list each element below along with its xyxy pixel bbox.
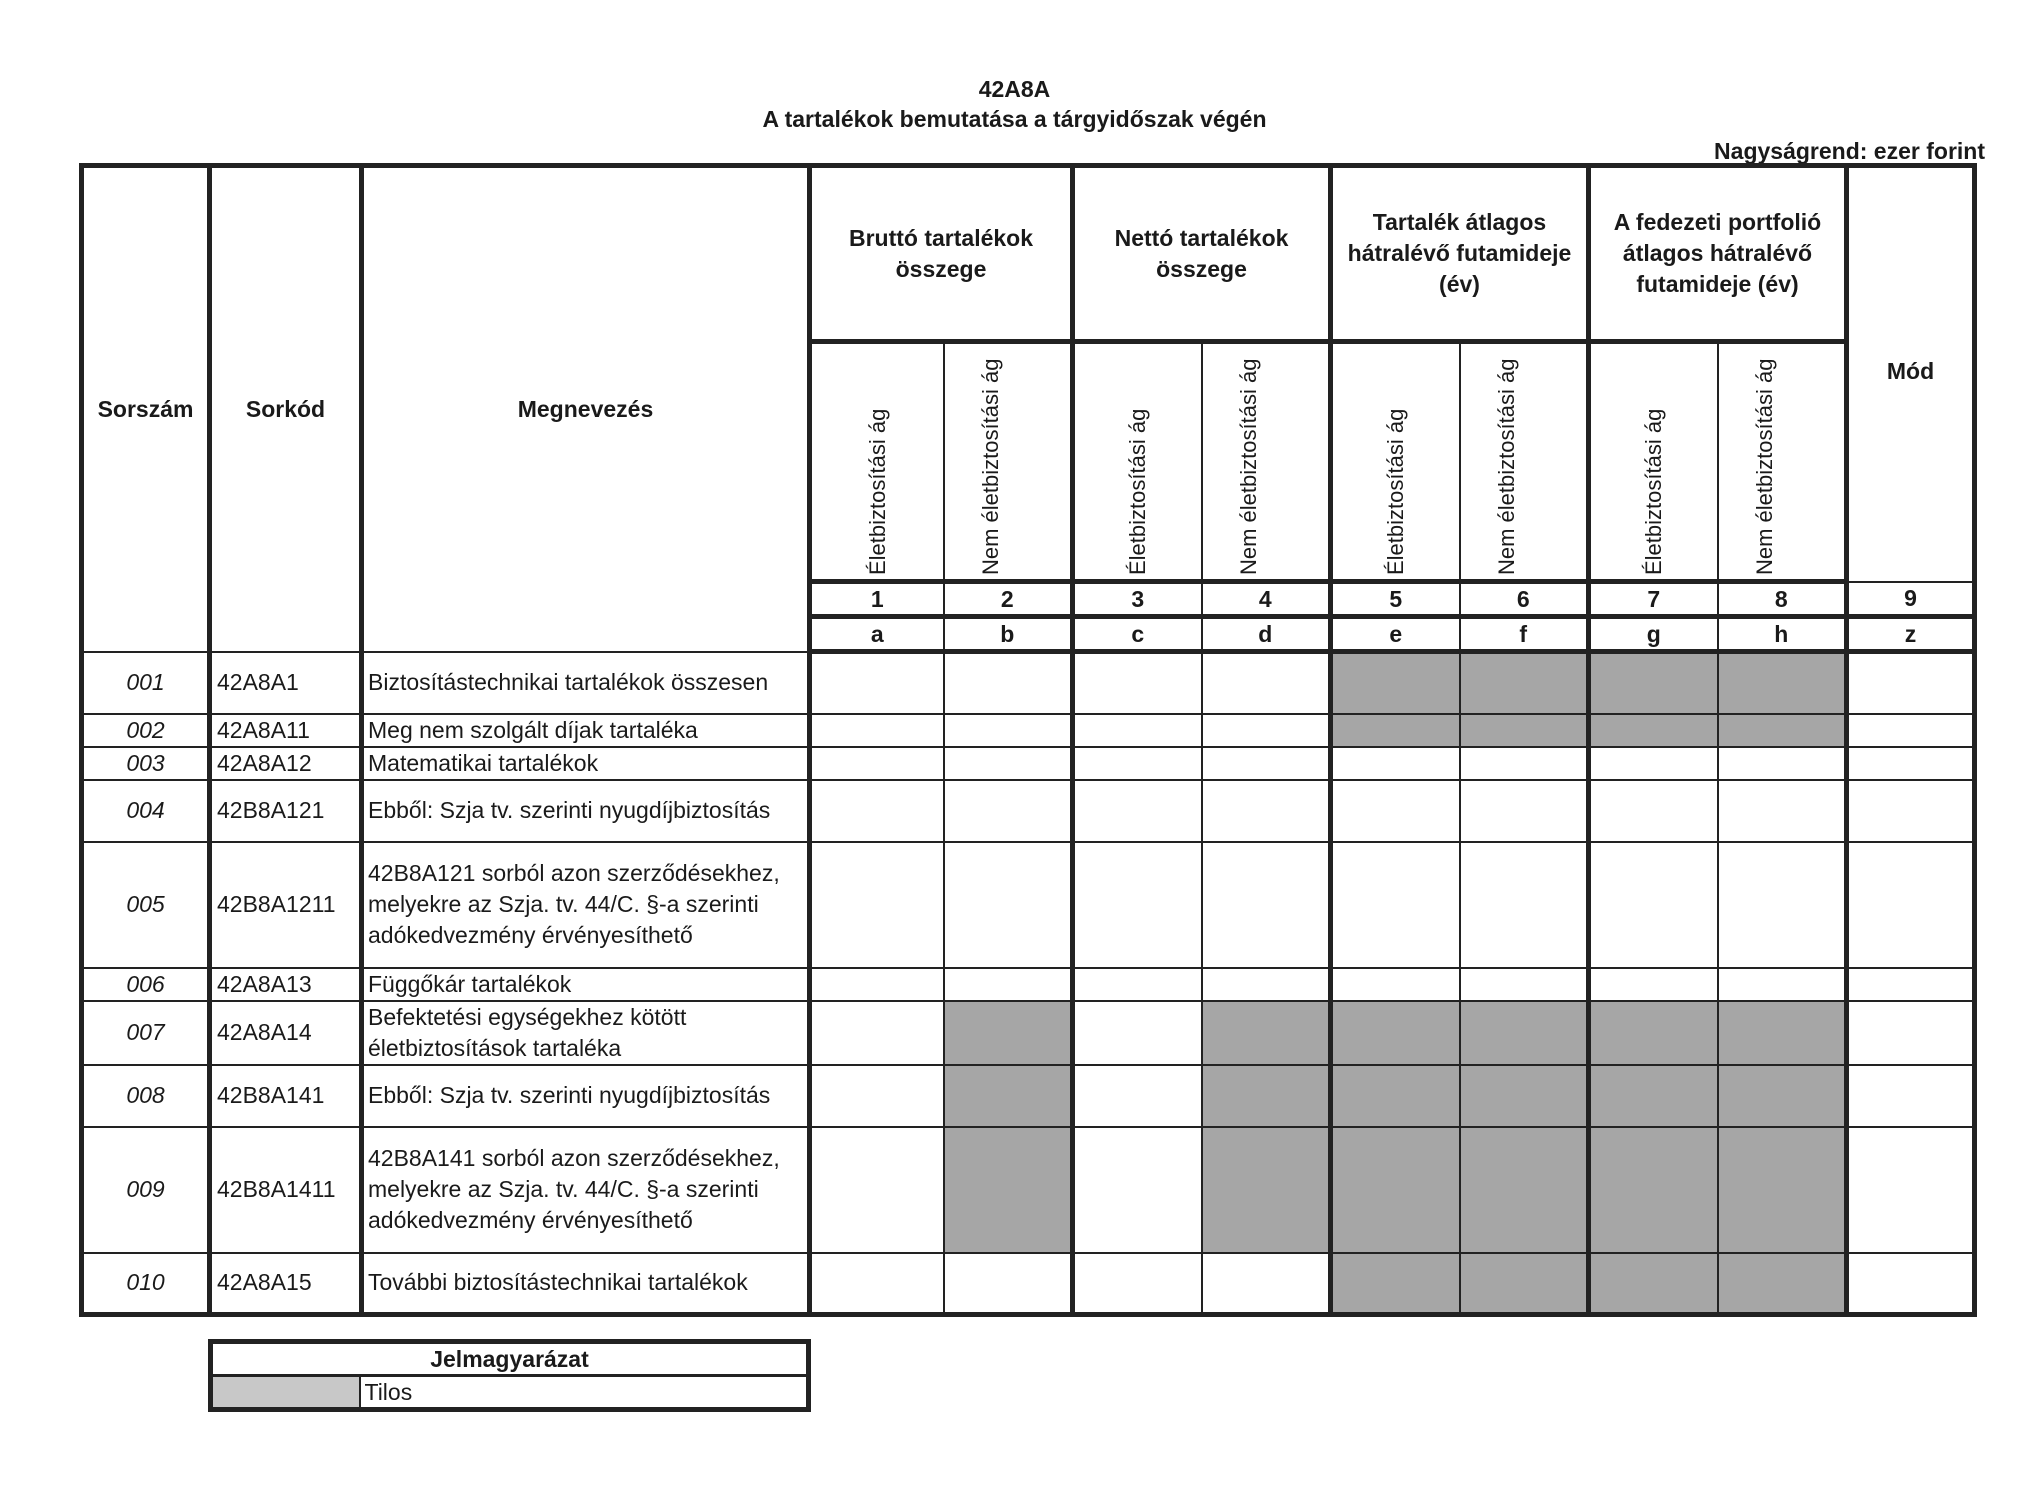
input-cell[interactable] — [1460, 842, 1589, 968]
forbidden-cell — [1331, 714, 1460, 747]
input-cell[interactable] — [1589, 968, 1718, 1001]
row-megnevezes: Matematikai tartalékok — [362, 747, 810, 780]
input-cell[interactable] — [810, 1253, 944, 1315]
input-cell[interactable] — [1073, 714, 1202, 747]
row-megnevezes: Ebből: Szja tv. szerinti nyugdíjbiztosítás — [362, 780, 810, 842]
group-header-brutto: Bruttó tartalékok összege — [810, 166, 1073, 342]
group-header-netto: Nettó tartalékok összege — [1073, 166, 1331, 342]
row-sorkod: 42B8A1211 — [210, 842, 362, 968]
input-cell[interactable] — [944, 747, 1073, 780]
forbidden-cell — [1589, 652, 1718, 714]
forbidden-cell — [1718, 1127, 1847, 1253]
table-row — [82, 780, 1975, 842]
input-cell[interactable] — [1847, 968, 1975, 1001]
input-cell[interactable] — [1331, 968, 1460, 1001]
input-cell[interactable] — [1202, 780, 1331, 842]
page-title: A tartalékok bemutatása a tárgyidőszak végén — [762, 106, 1267, 132]
subheader-life: Életbiztosítási ág — [1383, 408, 1409, 575]
input-cell[interactable] — [944, 1253, 1073, 1315]
forbidden-cell — [1460, 1001, 1589, 1065]
row-sorszam: 009 — [82, 1127, 210, 1253]
input-cell[interactable] — [1331, 780, 1460, 842]
input-cell[interactable] — [944, 968, 1073, 1001]
input-cell[interactable] — [1847, 714, 1975, 747]
row-megnevezes: Függőkár tartalékok — [362, 968, 810, 1001]
forbidden-cell — [1202, 1127, 1331, 1253]
col-header-sorszam: Sorszám — [82, 166, 210, 652]
row-megnevezes: 42B8A141 sorból azon szerződésekhez, melyekre az Szja. tv. 44/C. §-a szerinti adókedvezmény érvényesíthető — [362, 1127, 810, 1253]
row-sorszam: 007 — [82, 1001, 210, 1065]
row-sorkod: 42B8A121 — [210, 780, 362, 842]
input-cell[interactable] — [810, 714, 944, 747]
input-cell[interactable] — [1847, 652, 1975, 714]
forbidden-cell — [1460, 714, 1589, 747]
input-cell[interactable] — [1073, 1065, 1202, 1127]
input-cell[interactable] — [1202, 842, 1331, 968]
input-cell[interactable] — [1331, 747, 1460, 780]
input-cell[interactable] — [944, 780, 1073, 842]
col-letter-8: h — [1718, 617, 1847, 652]
forbidden-cell — [944, 1065, 1073, 1127]
forbidden-cell — [1589, 1253, 1718, 1315]
input-cell[interactable] — [1847, 747, 1975, 780]
input-cell[interactable] — [810, 652, 944, 714]
row-sorkod: 42A8A11 — [210, 714, 362, 747]
input-cell[interactable] — [810, 747, 944, 780]
row-sorkod: 42A8A13 — [210, 968, 362, 1001]
subheader-nonlife: Nem életbiztosítási ág — [1752, 358, 1778, 575]
table-row — [82, 968, 1975, 1001]
col-number-6: 6 — [1460, 582, 1589, 617]
col-letter-6: f — [1460, 617, 1589, 652]
col-number-8: 8 — [1718, 582, 1847, 617]
subheader-life: Életbiztosítási ág — [1125, 408, 1151, 575]
input-cell[interactable] — [1589, 842, 1718, 968]
col-letter-9: z — [1847, 617, 1975, 652]
row-sorkod: 42A8A12 — [210, 747, 362, 780]
input-cell[interactable] — [1718, 968, 1847, 1001]
row-sorkod: 42A8A1 — [210, 652, 362, 714]
col-header-megnevezes: Megnevezés — [362, 166, 810, 652]
row-sorkod: 42A8A14 — [210, 1001, 362, 1065]
input-cell[interactable] — [1202, 652, 1331, 714]
row-megnevezes: További biztosítástechnikai tartalékok — [362, 1253, 810, 1315]
forbidden-cell — [1718, 1253, 1847, 1315]
input-cell[interactable] — [1847, 1127, 1975, 1253]
row-sorkod: 42B8A1411 — [210, 1127, 362, 1253]
subheader-life: Életbiztosítási ág — [1641, 408, 1667, 575]
row-sorszam: 005 — [82, 842, 210, 968]
forbidden-cell — [1718, 1001, 1847, 1065]
input-cell[interactable] — [1202, 1253, 1331, 1315]
input-cell[interactable] — [1847, 1065, 1975, 1127]
input-cell[interactable] — [810, 842, 944, 968]
input-cell[interactable] — [1073, 1001, 1202, 1065]
col-number-2: 2 — [944, 582, 1073, 617]
input-cell[interactable] — [1718, 780, 1847, 842]
row-sorszam: 001 — [82, 652, 210, 714]
row-sorszam: 003 — [82, 747, 210, 780]
col-number-1: 1 — [810, 582, 944, 617]
mod-label: Mód — [1886, 358, 1935, 384]
row-sorkod: 42A8A15 — [210, 1253, 362, 1315]
forbidden-cell — [1589, 1127, 1718, 1253]
input-cell[interactable] — [944, 652, 1073, 714]
forbidden-cell — [1460, 1127, 1589, 1253]
input-cell[interactable] — [1331, 842, 1460, 968]
col-number-4: 4 — [1202, 582, 1331, 617]
input-cell[interactable] — [1589, 780, 1718, 842]
forbidden-cell — [1331, 652, 1460, 714]
col-letter-7: g — [1589, 617, 1718, 652]
row-megnevezes: Ebből: Szja tv. szerinti nyugdíjbiztosítás — [362, 1065, 810, 1127]
forbidden-cell — [1331, 1065, 1460, 1127]
reserves-table — [79, 163, 1977, 1317]
forbidden-cell — [1718, 1065, 1847, 1127]
form-code: 42A8A — [978, 76, 1051, 102]
unit-label: Nagyságrend: ezer forint — [1714, 138, 1985, 164]
input-cell[interactable] — [1073, 1253, 1202, 1315]
row-sorszam: 008 — [82, 1065, 210, 1127]
forbidden-cell — [1589, 714, 1718, 747]
table-row — [82, 1065, 1975, 1127]
input-cell[interactable] — [1718, 747, 1847, 780]
input-cell[interactable] — [1202, 714, 1331, 747]
input-cell[interactable] — [1073, 747, 1202, 780]
forbidden-cell — [1718, 652, 1847, 714]
input-cell[interactable] — [1718, 842, 1847, 968]
col-letter-1: a — [810, 617, 944, 652]
input-cell[interactable] — [944, 714, 1073, 747]
table-row — [82, 1001, 1975, 1065]
row-megnevezes: Meg nem szolgált díjak tartaléka — [362, 714, 810, 747]
input-cell[interactable] — [1073, 780, 1202, 842]
forbidden-cell — [944, 1127, 1073, 1253]
table-row — [82, 842, 1975, 968]
table-row — [82, 1127, 1975, 1253]
group-header-tartalek-futamido: Tartalék átlagos hátralévő futamideje (év) — [1331, 166, 1589, 342]
col-header-sorkod: Sorkód — [210, 166, 362, 652]
forbidden-cell — [1331, 1127, 1460, 1253]
forbidden-cell — [1331, 1001, 1460, 1065]
col-letter-5: e — [1331, 617, 1460, 652]
forbidden-cell — [1460, 1065, 1589, 1127]
legend — [208, 1339, 811, 1412]
subheader-nonlife: Nem életbiztosítási ág — [1236, 358, 1262, 575]
col-letter-2: b — [944, 617, 1073, 652]
row-megnevezes: Biztosítástechnikai tartalékok összesen — [362, 652, 810, 714]
forbidden-cell — [944, 1001, 1073, 1065]
row-sorszam: 002 — [82, 714, 210, 747]
input-cell[interactable] — [1073, 842, 1202, 968]
input-cell[interactable] — [1847, 1001, 1975, 1065]
forbidden-cell — [1331, 1253, 1460, 1315]
subheader-nonlife: Nem életbiztosítási ág — [978, 358, 1004, 575]
subheader-nonlife: Nem életbiztosítási ág — [1494, 358, 1520, 575]
forbidden-cell — [1589, 1065, 1718, 1127]
row-megnevezes: 42B8A121 sorból azon szerződésekhez, melyekre az Szja. tv. 44/C. §-a szerinti adókedvezmény érvényesíthető — [362, 842, 810, 968]
input-cell[interactable] — [1073, 968, 1202, 1001]
input-cell[interactable] — [1202, 747, 1331, 780]
legend-title: Jelmagyarázat — [211, 1342, 809, 1376]
table-row — [82, 652, 1975, 714]
col-letter-4: d — [1202, 617, 1331, 652]
input-cell[interactable] — [1589, 747, 1718, 780]
input-cell[interactable] — [1460, 747, 1589, 780]
col-number-3: 3 — [1073, 582, 1202, 617]
input-cell[interactable] — [1847, 780, 1975, 842]
subheader-life: Életbiztosítási ág — [864, 408, 890, 575]
col-letter-3: c — [1073, 617, 1202, 652]
input-cell[interactable] — [1847, 842, 1975, 968]
col-number-9: 9 — [1847, 582, 1975, 617]
table-row — [82, 714, 1975, 747]
col-header-mod — [1847, 166, 1975, 582]
row-sorszam: 004 — [82, 780, 210, 842]
legend-swatch — [211, 1376, 360, 1410]
input-cell[interactable] — [1460, 780, 1589, 842]
input-cell[interactable] — [810, 1001, 944, 1065]
input-cell[interactable] — [1460, 968, 1589, 1001]
forbidden-cell — [1718, 714, 1847, 747]
legend-label-tilos: Tilos — [360, 1376, 809, 1410]
table-row — [82, 747, 1975, 780]
input-cell[interactable] — [1847, 1253, 1975, 1315]
group-header-fedezeti-futamido: A fedezeti portfolió átlagos hátralévő futamideje (év) — [1589, 166, 1847, 342]
input-cell[interactable] — [810, 780, 944, 842]
input-cell[interactable] — [810, 968, 944, 1001]
forbidden-cell — [1460, 652, 1589, 714]
forbidden-cell — [1202, 1065, 1331, 1127]
input-cell[interactable] — [944, 842, 1073, 968]
input-cell[interactable] — [810, 1065, 944, 1127]
row-sorkod: 42B8A141 — [210, 1065, 362, 1127]
row-sorszam: 006 — [82, 968, 210, 1001]
row-megnevezes: Befektetési egységekhez kötött életbiztosítások tartaléka — [362, 1001, 810, 1065]
col-number-5: 5 — [1331, 582, 1460, 617]
forbidden-cell — [1202, 1001, 1331, 1065]
input-cell[interactable] — [1202, 968, 1331, 1001]
input-cell[interactable] — [1073, 1127, 1202, 1253]
forbidden-cell — [1460, 1253, 1589, 1315]
table-row — [82, 1253, 1975, 1315]
input-cell[interactable] — [810, 1127, 944, 1253]
input-cell[interactable] — [1073, 652, 1202, 714]
forbidden-cell — [1589, 1001, 1718, 1065]
col-number-7: 7 — [1589, 582, 1718, 617]
row-sorszam: 010 — [82, 1253, 210, 1315]
